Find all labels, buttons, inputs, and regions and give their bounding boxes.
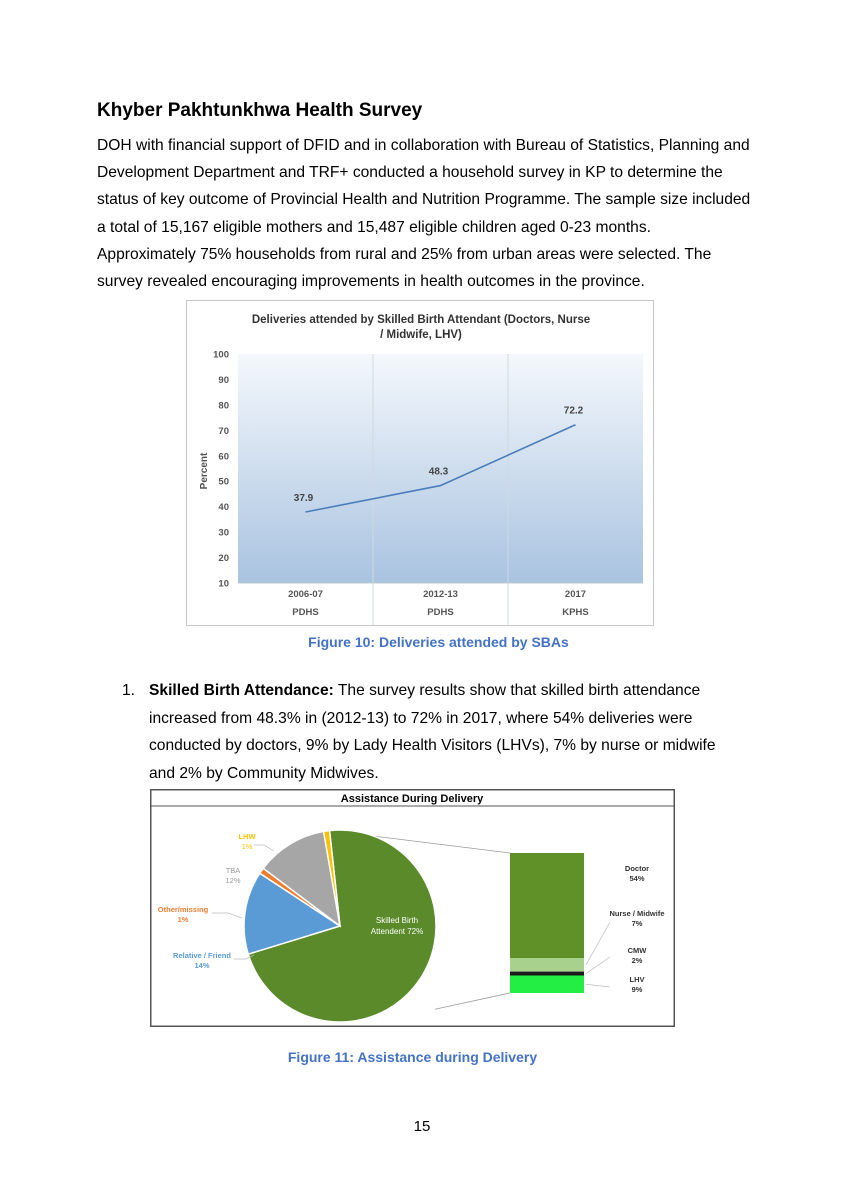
y-tick-label: 60	[218, 451, 229, 463]
y-tick-label: 20	[218, 553, 229, 565]
figure-10-caption: Figure 10: Deliveries attended by SBAs	[308, 634, 569, 650]
x-category-label: 2006-07	[288, 589, 323, 600]
breakdown-label: Nurse / Midwife	[609, 909, 665, 918]
page-number: 15	[413, 1118, 431, 1135]
chart-title-line1: Deliveries attended by Skilled Birth Attendant (Doctors, Nurse	[251, 314, 591, 326]
breakdown-segment	[510, 853, 584, 958]
breakdown-bar	[510, 853, 584, 993]
y-axis-label: Percent	[199, 452, 210, 490]
y-tick-label: 10	[218, 578, 229, 590]
value-label: 37.9	[293, 493, 314, 505]
x-category-label: 2017	[564, 589, 587, 600]
value-label: 72.2	[563, 405, 584, 417]
breakdown-pct: 7%	[631, 919, 643, 928]
sba-line-chart	[186, 300, 654, 626]
y-tick-label: 70	[218, 425, 229, 437]
main-slice-label: Attendent 72%	[370, 927, 424, 936]
y-tick-label: 90	[218, 374, 229, 386]
breakdown-label: Doctor	[624, 864, 650, 873]
breakdown-label: LHV	[629, 975, 645, 984]
pie-label: 1%	[241, 842, 253, 851]
value-label: 48.3	[428, 466, 449, 478]
y-axis-ticks	[213, 350, 229, 590]
breakdown-segment	[510, 976, 584, 994]
pie-chart-title: Assistance During Delivery	[340, 793, 484, 805]
list-title: Skilled Birth Attendance:	[149, 682, 334, 699]
pie-label: 14%	[194, 961, 210, 970]
y-tick-label: 30	[218, 527, 229, 539]
chart-title-line2: / Midwife, LHV)	[380, 329, 462, 341]
breakdown-segment	[510, 958, 584, 972]
numbered-list-item	[122, 677, 742, 788]
x-source-label: KPHS	[562, 607, 589, 618]
pie-label: Relative / Friend	[173, 951, 231, 960]
breakdown-pct: 2%	[631, 956, 643, 965]
x-source-label: PDHS	[427, 607, 454, 618]
pie-label: 12%	[225, 876, 241, 885]
list-number: 1.	[122, 682, 136, 699]
breakdown-pct: 54%	[629, 874, 645, 883]
assistance-pie-chart	[150, 789, 675, 1027]
pie-label: Other/missing	[157, 905, 209, 914]
y-tick-label: 80	[218, 400, 229, 412]
breakdown-label: CMW	[627, 946, 647, 955]
x-category-label: 2012-13	[423, 589, 458, 600]
main-slice-label: Skilled Birth	[375, 916, 419, 925]
section-heading: Khyber Pakhtunkhwa Health Survey	[97, 100, 423, 121]
y-tick-label: 100	[213, 349, 229, 361]
breakdown-segment	[510, 972, 584, 976]
y-tick-label: 50	[218, 476, 229, 488]
pie-slices	[241, 830, 436, 1022]
intro-paragraph: DOH with financial support of DFID and in collaboration with Bureau of Statistics, Planning and Development Department and TRF+ conducted a household survey in KP to determine the status of key outcome of Provincial Health and Nutrition Programme. The sample size included a total of 15,167 eligible mothers and 15,487 eligible children aged 0-23 months. Approximately 75% households from rural and 25% from urban areas were selected. The survey revealed encouraging improvements in health outcomes in the province.	[97, 137, 751, 291]
x-source-label: PDHS	[292, 607, 319, 618]
pie-label: LHW	[238, 832, 256, 841]
figure-11-caption: Figure 11: Assistance during Delivery	[287, 1049, 538, 1065]
list-text: The survey results show that skilled birth attendance increased from 48.3% in (2012-13) to 72% in 2017, where 54% deliveries were conducted by doctors, 9% by Lady Health Visitors (LHVs), 7% by nurse or midwife and 2% by Community Midwives.	[149, 682, 716, 783]
y-tick-label: 40	[218, 502, 229, 514]
breakdown-pct: 9%	[631, 985, 643, 994]
pie-label: TBA	[225, 866, 241, 875]
pie-label: 1%	[177, 915, 189, 924]
x-axis-categories	[288, 589, 589, 618]
list-body	[149, 677, 742, 788]
